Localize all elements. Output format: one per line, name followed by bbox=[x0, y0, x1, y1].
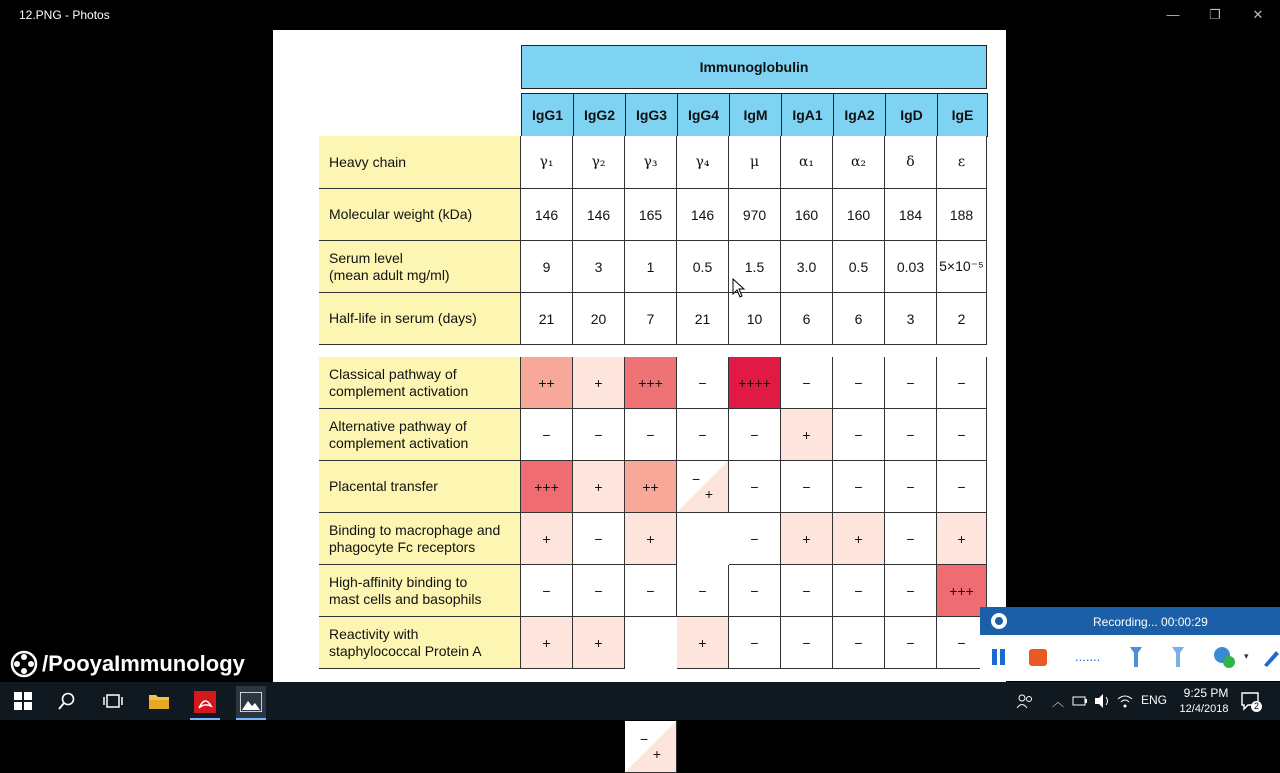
recording-status-bar bbox=[980, 607, 1280, 635]
chevron-down-icon[interactable]: ▾ bbox=[1244, 651, 1249, 661]
table-cell: − bbox=[833, 617, 885, 669]
row-label: Reactivity with staphylococcal Protein A bbox=[319, 617, 521, 669]
table-cell: − bbox=[677, 565, 729, 617]
cell-plus: + bbox=[704, 486, 713, 502]
film-reel-icon bbox=[10, 650, 38, 678]
watermark-text: /PooyaImmunology bbox=[42, 651, 245, 676]
table-cell bbox=[625, 721, 677, 773]
table-cell: + bbox=[625, 513, 677, 565]
row-label: Serum level (mean adult mg/ml) bbox=[319, 241, 521, 293]
table-cell: − bbox=[833, 357, 885, 409]
table-cell: 3 bbox=[573, 241, 625, 293]
table-cell: − bbox=[729, 565, 781, 617]
photos-button[interactable] bbox=[236, 686, 266, 720]
table-cell: 0.03 bbox=[885, 241, 937, 293]
table-cell: ++ bbox=[521, 357, 573, 409]
window-title: 12.PNG - Photos bbox=[19, 8, 110, 22]
table-cell: 165 bbox=[625, 189, 677, 241]
recording-status: Recording... 00:00:29 bbox=[1093, 615, 1208, 629]
photos-icon bbox=[240, 692, 262, 712]
clock-time[interactable]: 9:25 PM bbox=[1183, 686, 1229, 700]
table-cell: α₂ bbox=[833, 136, 885, 189]
table-cell: 146 bbox=[521, 189, 573, 241]
immunoglobulin-header: Immunoglobulin bbox=[521, 45, 987, 89]
table-cell: + bbox=[781, 409, 833, 461]
table-cell: + bbox=[677, 617, 729, 669]
table-cell: ε bbox=[937, 136, 987, 189]
table-cell: − bbox=[677, 409, 729, 461]
row-label: Molecular weight (kDa) bbox=[319, 189, 521, 241]
table-cell: ++ bbox=[625, 461, 677, 513]
table-cell: +++ bbox=[521, 461, 573, 513]
column-header-igg2: IgG2 bbox=[573, 93, 626, 137]
column-header-igg3: IgG3 bbox=[625, 93, 678, 137]
table-cell: − bbox=[729, 617, 781, 669]
webcam-add-icon[interactable] bbox=[1212, 645, 1236, 669]
table-cell: 146 bbox=[573, 189, 625, 241]
table-cell: 5×10⁻⁵ bbox=[937, 241, 987, 293]
table-cell: − bbox=[781, 461, 833, 513]
draw-dots-button[interactable]: ....... bbox=[1075, 649, 1101, 664]
table-cell: − bbox=[885, 409, 937, 461]
column-header-iga1: IgA1 bbox=[781, 93, 834, 137]
acrobat-icon bbox=[194, 691, 216, 713]
table-cell: + bbox=[937, 513, 987, 565]
table-cell: 3.0 bbox=[781, 241, 833, 293]
table-cell: − bbox=[625, 409, 677, 461]
row-label: High-affinity binding to mast cells and basophils bbox=[319, 565, 521, 617]
table-cell: − bbox=[677, 357, 729, 409]
table-cell: − bbox=[885, 617, 937, 669]
table-cell: 970 bbox=[729, 189, 781, 241]
table-cell: 20 bbox=[573, 293, 625, 345]
pen-tool-icon[interactable] bbox=[1126, 645, 1146, 669]
table-cell: 1.5 bbox=[729, 241, 781, 293]
table-cell: γ₁ bbox=[521, 136, 573, 189]
table-cell: − bbox=[937, 461, 987, 513]
table-cell: − bbox=[885, 513, 937, 565]
table-cell: γ₂ bbox=[573, 136, 625, 189]
table-cell: 21 bbox=[677, 293, 729, 345]
cell-minus: − bbox=[692, 471, 701, 487]
table-cell: − bbox=[573, 409, 625, 461]
stop-button[interactable] bbox=[1029, 649, 1047, 666]
table-cell: 9 bbox=[521, 241, 573, 293]
folder-icon bbox=[148, 692, 170, 710]
table-cell: − bbox=[885, 565, 937, 617]
table-cell: − bbox=[833, 461, 885, 513]
table-cell: − bbox=[729, 461, 781, 513]
volume-icon[interactable] bbox=[1094, 693, 1112, 709]
action-center-button[interactable] bbox=[1240, 691, 1260, 711]
camera-icon bbox=[990, 612, 1010, 630]
table-cell: 1 bbox=[625, 241, 677, 293]
column-header-ige: IgE bbox=[937, 93, 988, 137]
channel-watermark bbox=[10, 650, 245, 678]
table-cell: − bbox=[885, 357, 937, 409]
table-cell: 2 bbox=[937, 293, 987, 345]
table-cell: + bbox=[521, 513, 573, 565]
table-cell: 0.5 bbox=[833, 241, 885, 293]
row-label: Classical pathway of complement activation bbox=[319, 357, 521, 409]
table-cell bbox=[677, 461, 729, 513]
table-cell: − bbox=[625, 565, 677, 617]
table-cell: 6 bbox=[781, 293, 833, 345]
table-cell: γ₃ bbox=[625, 136, 677, 189]
table-cell: γ₄ bbox=[677, 136, 729, 189]
taskbar bbox=[0, 682, 1280, 720]
column-header-igm: IgM bbox=[729, 93, 782, 137]
search-button[interactable] bbox=[52, 686, 82, 716]
table-cell: − bbox=[937, 357, 987, 409]
row-label: Placental transfer bbox=[319, 461, 521, 513]
table-cell: 10 bbox=[729, 293, 781, 345]
language-indicator[interactable]: ENG bbox=[1141, 693, 1168, 707]
table-cell: − bbox=[885, 461, 937, 513]
cell-minus: − bbox=[640, 731, 649, 747]
row-label: Alternative pathway of complement activation bbox=[319, 409, 521, 461]
table-cell: − bbox=[573, 513, 625, 565]
row-label: Heavy chain bbox=[319, 136, 521, 189]
acrobat-button[interactable] bbox=[190, 686, 220, 720]
table-cell: − bbox=[729, 513, 781, 565]
table-cell: 160 bbox=[833, 189, 885, 241]
column-header-igg1: IgG1 bbox=[521, 93, 574, 137]
chevron-up-icon[interactable]: ︿ bbox=[1052, 695, 1065, 709]
table-cell: + bbox=[833, 513, 885, 565]
table-cell: 146 bbox=[677, 189, 729, 241]
mouse-cursor-icon bbox=[732, 278, 746, 298]
people-icon[interactable] bbox=[1016, 693, 1034, 709]
table-cell: − bbox=[781, 617, 833, 669]
table-cell: 6 bbox=[833, 293, 885, 345]
table-cell: δ bbox=[885, 136, 937, 189]
minimize-button[interactable]: — bbox=[1166, 7, 1180, 22]
title-bar bbox=[0, 0, 1280, 30]
table-cell: 160 bbox=[781, 189, 833, 241]
table-cell: 3 bbox=[885, 293, 937, 345]
battery-icon[interactable] bbox=[1072, 694, 1088, 708]
row-label: Half-life in serum (days) bbox=[319, 293, 521, 345]
highlighter-tool-icon[interactable] bbox=[1168, 645, 1188, 669]
column-header-iga2: IgA2 bbox=[833, 93, 886, 137]
column-header-igd: IgD bbox=[885, 93, 938, 137]
notification-count: 2 bbox=[1251, 701, 1262, 712]
recording-toolbar bbox=[980, 607, 1280, 681]
table-cell: − bbox=[729, 409, 781, 461]
row-label: Binding to macrophage and phagocyte Fc receptors bbox=[319, 513, 521, 565]
table-cell: 7 bbox=[625, 293, 677, 345]
table-cell: 0.5 bbox=[677, 241, 729, 293]
task-view-button[interactable] bbox=[98, 686, 128, 716]
search-icon bbox=[58, 692, 76, 710]
table-cell: +++ bbox=[937, 565, 987, 617]
table-cell: − bbox=[521, 565, 573, 617]
table-cell: + bbox=[573, 617, 625, 669]
file-explorer-button[interactable] bbox=[144, 686, 174, 716]
table-cell: − bbox=[833, 565, 885, 617]
table-cell: 21 bbox=[521, 293, 573, 345]
table-cell: α₁ bbox=[781, 136, 833, 189]
table-cell: +++ bbox=[625, 357, 677, 409]
table-cell: − bbox=[781, 565, 833, 617]
table-cell: + bbox=[573, 357, 625, 409]
windows-logo-icon bbox=[14, 692, 32, 710]
task-view-icon bbox=[103, 693, 123, 709]
table-cell: − bbox=[521, 409, 573, 461]
table-cell: − bbox=[781, 357, 833, 409]
table-cell: 188 bbox=[937, 189, 987, 241]
table-cell: − bbox=[573, 565, 625, 617]
start-button[interactable] bbox=[8, 686, 38, 716]
table-cell: μ bbox=[729, 136, 781, 189]
table-cell: 184 bbox=[885, 189, 937, 241]
table-cell: + bbox=[521, 617, 573, 669]
cell-plus: + bbox=[652, 746, 661, 762]
clock-date[interactable]: 12/4/2018 bbox=[1179, 703, 1229, 715]
table-cell: + bbox=[781, 513, 833, 565]
pencil-icon[interactable] bbox=[1262, 645, 1280, 669]
wifi-icon[interactable] bbox=[1116, 693, 1134, 709]
table-cell: − bbox=[937, 617, 987, 669]
image-viewer-canvas bbox=[273, 30, 1006, 762]
table-cell: − bbox=[937, 409, 987, 461]
pause-button[interactable] bbox=[990, 647, 1008, 667]
close-button[interactable]: ✕ bbox=[1252, 7, 1264, 22]
column-header-igg4: IgG4 bbox=[677, 93, 730, 137]
table-cell: + bbox=[573, 461, 625, 513]
restore-button[interactable]: ❐ bbox=[1209, 7, 1221, 22]
table-cell: ++++ bbox=[729, 357, 781, 409]
table-cell: − bbox=[833, 409, 885, 461]
